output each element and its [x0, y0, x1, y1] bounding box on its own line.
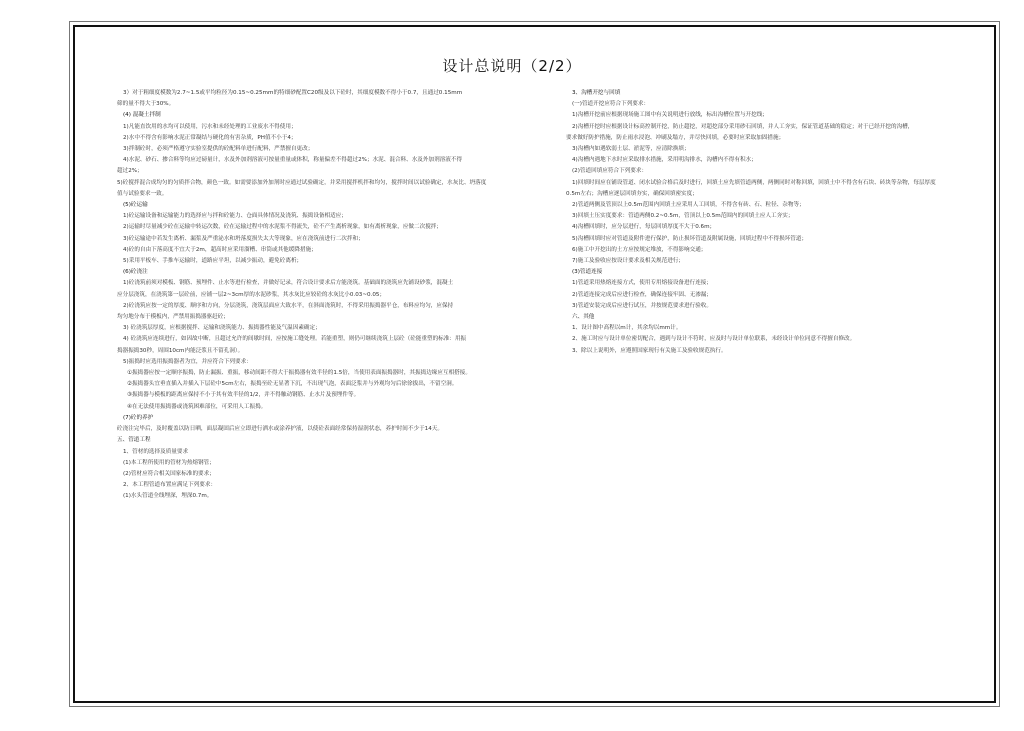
text-line: (1)水头管道全线埋深，埋深0.7m。 — [123, 493, 213, 500]
text-line: 2、施工时应与设计单位密切配合，遇到与设计不符时，应及时与设计单位联系，未经设计单位同意不得擅自修改。 — [572, 336, 856, 343]
text-line: 6)施工中开挖出的土方应按规定堆放，不得影响交通； — [572, 246, 707, 253]
text-line: 3)砼运输途中若发生离析、漏浆及严重泌水和坍落度损失太大等现象，应在浇筑前进行二次拌和； — [123, 235, 364, 242]
text-line: 3)沟槽内如遇软弱土层、淤泥等，应清除换填； — [572, 146, 690, 153]
text-line: 2)管道连接完成后应进行检查，确保连接牢固、无渗漏； — [572, 291, 712, 298]
text-line: (6)砼浇注 — [123, 269, 148, 276]
left-text-column — [117, 88, 522, 503]
text-line: 1、管材的选择及质量要求 — [123, 448, 189, 455]
text-line: 2、本工程管道布置应满足下列要求： — [123, 482, 217, 489]
text-line: (2)管道回填应符合下列要求： — [572, 168, 648, 175]
text-line: 5)采用平板车、手推车运输时，道路应平坦，以减少振动，避免砼离析； — [123, 258, 303, 265]
right-text-column — [566, 88, 974, 357]
text-line: (7)砼的养护 — [123, 414, 154, 421]
text-line: 5)沟槽回填时应对管道及附件进行保护，防止损坏管道及附属设施，回填过程中不得损坏管道； — [572, 235, 808, 242]
text-line: 1)管道采用热熔连接方式，使用专用熔接设备进行连接； — [572, 280, 712, 287]
text-line: (2)管材应符合相关国家标准的要求； — [123, 470, 215, 477]
text-line: 要求做好防护措施，防止雨水浸泡、冲刷及塌方，并尽快回填，必要时应采取加固措施； — [566, 134, 785, 141]
text-line: 3) 砼浇筑层厚度，应根据搅拌、运输和浇筑能力、振捣器性能及气温因素确定； — [123, 325, 321, 332]
text-line: 4) 砼浇筑应连续进行，如因故中断，且超过允许的间歇时间，应按施工缝处理。若能重塑，则仍可继续浇筑上层砼（砼能重塑的标准：用振 — [123, 336, 467, 343]
text-line: 筛的量不得大于30%。 — [117, 101, 175, 108]
text-line: (1)本工程所使用的管材为热熔钢管； — [123, 459, 215, 466]
text-line: 1)砼浇筑前须对模板、钢筋、预埋件、止水等进行检查，并做好记录，符合设计要求后方能浇筑。基础面的浇筑应先铺设砂浆，混凝土 — [123, 280, 454, 287]
text-line: 3）对于粗细度模数为2.7~1.5或平均粒径为0.15~0.25mm的特细砂配置C20级及以下砼时，其细度模数不得小于0.7，且通过0.15mm — [123, 90, 463, 96]
text-line: 3、除以上说明外，应遵照国家现行有关施工及验收规范执行。 — [572, 347, 727, 354]
text-line: ①振捣器应按一定顺序振捣，防止漏振、重振，移动间距不得大于振捣器有效半径的1.5倍，当使用表面振捣器时，其振捣边缘应互相搭接。 — [127, 370, 471, 377]
text-line: 3)拌制砼时，必须严格遵守实验室提供的砼配料单进行配料，严禁擅自更改； — [123, 146, 314, 153]
text-line: ④在无法使用振捣器或浇筑困难部位，可采用人工振捣。 — [127, 403, 267, 410]
text-line: 4)沟槽回填时，应分层进行，每层回填厚度不大于0.6m； — [572, 224, 716, 231]
text-line: (一)管道开挖应符合下列要求： — [572, 101, 650, 108]
text-line: 5)振捣时应选用振捣器者为宜，并应符合下列要求： — [123, 358, 252, 365]
text-line: 1)沟槽开挖前应根据现场施工图中有关说明进行放线，标出沟槽位置与开挖线； — [572, 112, 768, 119]
text-line: 捣器振捣30秒，周围10cm内能泛浆且不留孔洞）。 — [117, 347, 244, 354]
text-line: 2)管道两侧及管顶以上0.5m范围内回填土应采用人工回填，不得含有砖、石、粒径、杂物等； — [572, 202, 805, 209]
text-line: 五、管道工程 — [117, 437, 151, 444]
text-line: (4) 混凝土拌制 — [123, 112, 161, 119]
text-line: 3)管道安装完成后应进行试压，并按规范要求进行验收。 — [572, 302, 712, 309]
text-line: 1)回填时间应在铺设管道、闭水试验合格后及时进行，回填土应先填管道两侧，两侧同时对称回填，回填土中不得含有石块、砖块等杂物，每层厚度 — [572, 179, 936, 186]
text-line: (3)管道连接 — [572, 269, 603, 276]
text-line: 3)回填土压实度要求：管道两侧0.2~0.5m，管顶以上0.5m范围内的回填土应人工夯实； — [572, 213, 794, 220]
text-line: 砼浇注完毕后，及时覆盖以防日晒，面层凝固后应立即进行洒水或涂养护液，以使砼表面经常保持湿润状态，养护时间不少于14天。 — [117, 426, 443, 433]
text-line: 4)砼的自由下落高度不宜大于2m，超高时应采用溜槽、串筒或其他缓降措施； — [123, 246, 317, 253]
text-line: 2)运输时尽量减少砼在运输中转运次数，砼在运输过程中的水泥浆不得流失，砼不产生离析现象，如有离析现象，应做二次搅拌； — [123, 224, 442, 231]
text-line: 4)水泥、砂石、掺合料等均应过磅量计，水及外加剂溶液可按量重量或体积，称量偏差不得超过2%；水泥、混合料、水及外加剂溶液不得 — [123, 157, 463, 164]
text-line: 应分层浇筑，在浇筑第一层砼前，应铺一层2~3cm厚的水泥砂浆，其水灰比应较砼的水灰比小0.03~0.05； — [117, 291, 386, 298]
text-line: 六、其他 — [572, 314, 595, 321]
text-line: 值与试验要求一致。 — [117, 190, 168, 197]
text-line: 5)砼搅拌混合成均匀的匀质拌合物，颜色一致。如需要添加外加剂时应通过试验确定，并采用搅拌机拌和均匀，搅拌时间以试验确定，水灰比、坍落度 — [117, 179, 487, 186]
text-line: 1)砼运输设备和运输能力的选择应与拌和砼能力、仓面具体情况及浇筑、振捣设备相适应； — [123, 213, 347, 220]
text-line: 超过2%； — [117, 168, 143, 175]
text-line: 2)砼浇筑应按一定的厚度、顺序和方向，分层浇筑，浇筑层面应大致水平，在斜面浇筑时，不得采用振捣器平仓，布料应均匀，应保持 — [123, 302, 454, 309]
text-line: 3、沟槽开挖与回填 — [572, 90, 621, 96]
text-line: (5)砼运输 — [123, 202, 148, 209]
text-line: 0.5m左右；沟槽应逐层回填夯实，确保回填密实度； — [566, 190, 698, 197]
text-line: ②振捣器头宜垂直插入并插入下层砼中5cm左右，振捣至砼无显著下沉，不出现气泡，表面泛浆并与外观均匀后徐徐拔出，不留空洞。 — [127, 381, 458, 388]
text-line: 2)沟槽开挖时应根据设计标高控制开挖，防止超挖，对超挖部分采用砂石回填，并人工夯实，保证管道基础的稳定；对于已经开挖的沟槽， — [572, 123, 914, 130]
text-line: 4)沟槽内遇地下水时应采取排水措施，采用明沟排水，沟槽内不得有积水； — [572, 157, 757, 164]
text-line: 1)凡能直饮用的水均可以使用，污水和未经处理的工业废水不得使用； — [123, 123, 297, 130]
text-line: 2)水中不得含有影响水泥正常凝结与硬化的有害杂质，PH值不小于4； — [123, 134, 297, 141]
text-line: 7)施工及验收应按设计要求及相关规范进行； — [572, 258, 685, 265]
text-line: ③振捣器与模板的距离应保持不小于其有效半径的1/2，并不得触动钢筋、止水片及预埋件等。 — [127, 392, 360, 399]
page-title: 设计总说明（2/2） — [442, 57, 582, 75]
text-line: 均匀地分布于模板内，严禁用振捣器驱赶砼； — [117, 314, 229, 321]
text-line: 1、设计图中高程以m计，其余均以mm计。 — [572, 325, 682, 332]
